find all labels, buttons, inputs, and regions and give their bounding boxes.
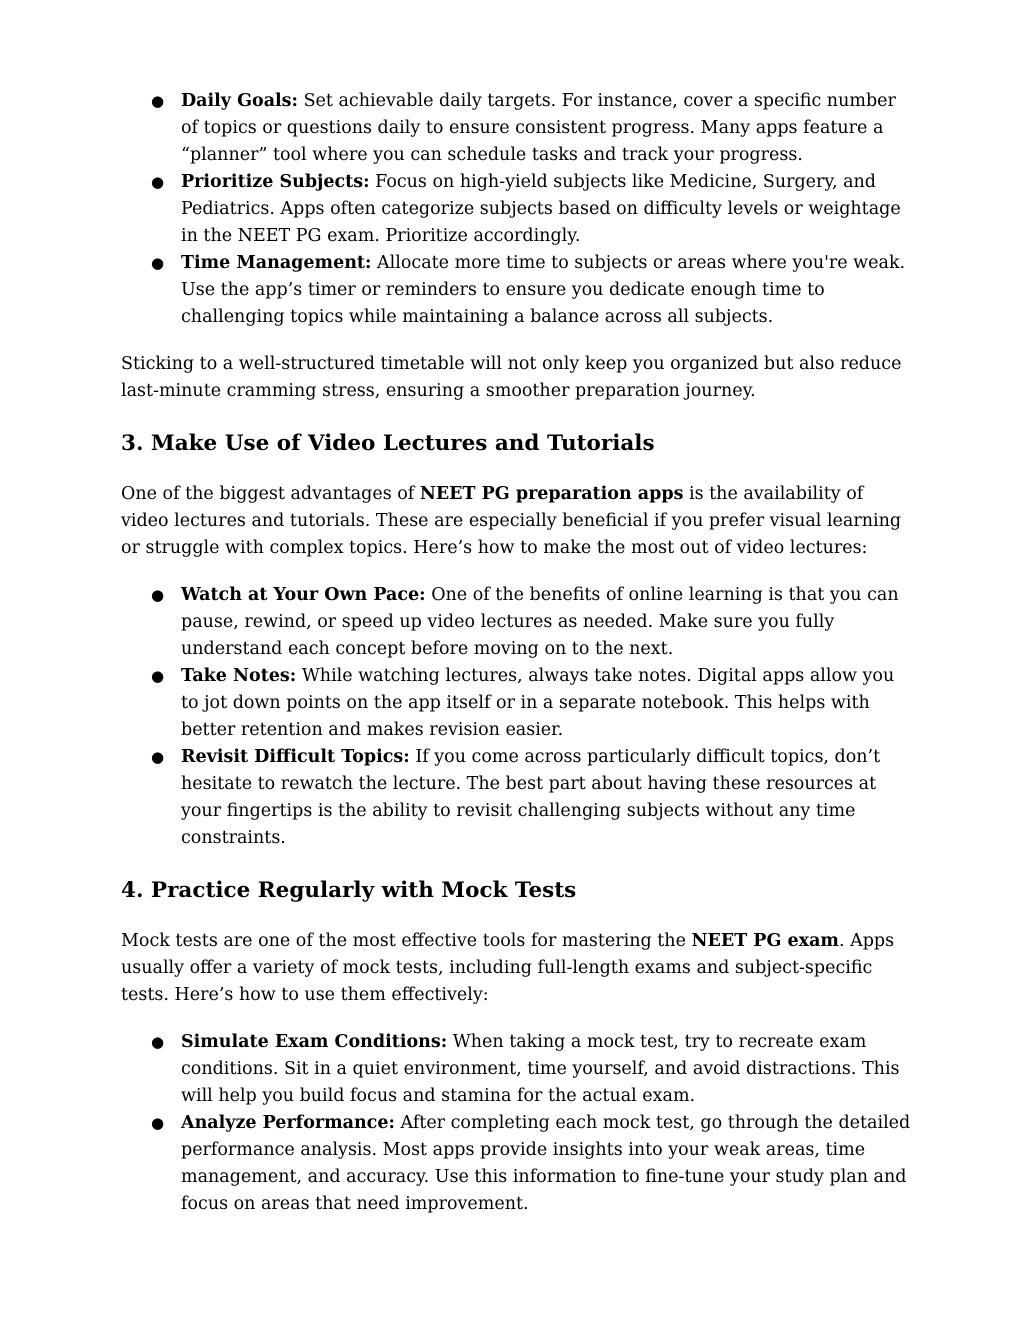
bullet-icon: ● [151,1033,165,1051]
intro-text: is the availability of video lectures and tutorials. These are especially beneficial if you prefer visual learning or struggle with complex topics. Here’s how to make the most out of video lectures: [121,484,902,558]
bullet-icon: ● [151,1114,165,1132]
item-label: Prioritize Subjects: [181,172,370,192]
item-text: When taking a mock test, try to recreate exam conditions. Sit in a quiet environment, time yourself, and avoid distractions. This will help you build focus and stamina for the actual exam. [181,1032,900,1106]
goals-list [121,88,911,331]
paragraph-timetable: Sticking to a well-structured timetable will not only keep you organized but also reduce last-minute cramming stress, ensuring a smoother preparation journey. [121,354,902,401]
item-text: Focus on high-yield subjects like Medicine, Surgery, and Pediatrics. Apps often categorize subjects based on difficulty levels or weightage in the NEET PG exam. Prioritize accordingly. [181,172,901,246]
item-label: Take Notes: [181,666,297,686]
bullet-icon: ● [151,92,165,110]
bullet-icon: ● [151,748,165,766]
item-label: Analyze Performance: [181,1113,395,1133]
item-text: Set achievable daily targets. For instance, cover a specific number of topics or questions daily to ensure consistent progress. Many apps feature a “planner” tool where you can schedule tasks and track your progress. [181,91,896,165]
item-label: Time Management: [181,253,372,273]
intro-text: Mock tests are one of the most effective tools for mastering the [121,931,692,951]
list-item [121,169,911,250]
intro-text: One of the biggest advantages of [121,484,420,504]
list-item [121,88,911,169]
list-item [121,582,911,663]
list-item [121,1029,911,1110]
list-item [121,744,911,852]
list-item [121,1110,911,1218]
section-heading-video-lectures: 3. Make Use of Video Lectures and Tutorials [121,431,655,456]
bullet-icon: ● [151,173,165,191]
document-page [121,88,911,1218]
list-item [121,663,911,744]
item-text: After completing each mock test, go through the detailed performance analysis. Most apps provide insights into your weak areas, time management, and accuracy. Use this information to fine-tune your study plan and focus on areas that need improvement. [181,1113,911,1214]
item-text: One of the benefits of online learning is that you can pause, rewind, or speed up video lectures as needed. Make sure you fully understand each concept before moving on to the next. [181,585,899,659]
item-label: Daily Goals: [181,91,298,111]
item-text: Allocate more time to subjects or areas where you're weak. Use the app’s timer or reminders to ensure you dedicate enough time to challenging topics while maintaining a balance across all subjects. [181,253,906,327]
intro-bold-text: NEET PG exam [691,931,839,951]
item-label: Simulate Exam Conditions: [181,1032,448,1052]
mock-tips-list [121,1029,911,1218]
bullet-icon: ● [151,254,165,272]
video-tips-list [121,582,911,852]
item-label: Watch at Your Own Pace: [181,585,426,605]
item-text: If you come across particularly difficult topics, don’t hesitate to rewatch the lecture. The best part about having these resources at your fingertips is the ability to revisit challenging subjects without any time constraints. [181,747,881,848]
intro-text: . Apps usually offer a variety of mock tests, including full-length exams and subject-specific tests. Here’s how to use them effectively: [121,931,895,1005]
item-text: While watching lectures, always take notes. Digital apps allow you to jot down points on the app itself or in a separate notebook. This helps with better retention and makes revision easier. [181,666,895,740]
bullet-icon: ● [151,667,165,685]
intro-bold-text: NEET PG preparation apps [419,484,684,504]
item-label: Revisit Difficult Topics: [181,747,410,767]
section-heading-mock-tests: 4. Practice Regularly with Mock Tests [121,878,577,903]
bullet-icon: ● [151,586,165,604]
list-item [121,250,911,331]
paragraph-mock-intro [121,928,911,1009]
paragraph-video-intro [121,481,911,562]
